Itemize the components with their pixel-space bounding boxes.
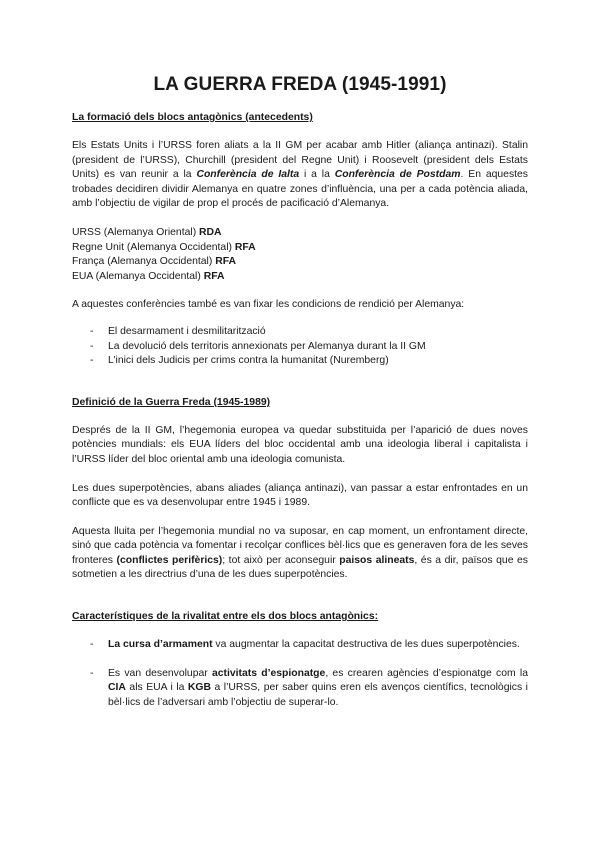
list-item-text: La devolució dels territoris annexionats per Alemanya durant la II GM xyxy=(108,340,426,352)
text-run: i a la xyxy=(299,169,335,181)
section-definicio xyxy=(72,396,528,583)
text-run: als EUA i la xyxy=(125,682,188,694)
list-item xyxy=(72,270,528,285)
bold-italic-term: Conferència de Ialta xyxy=(196,169,300,181)
zone-country: URSS (Alemanya Oriental) xyxy=(72,226,197,238)
text-run: Aquesta lluita per l’hegemonia mundial no va suposar, en cap moment, un enfrontament directe, sinó que cada potència va fomentar i recolçar conflices bèl·lics que es generaven fora de les seves fronteres xyxy=(72,525,528,566)
text-run: Es van desenvolupar xyxy=(108,667,212,679)
text-run: , es crearen agències d’espionatge com la xyxy=(325,667,528,679)
list-item xyxy=(72,241,528,256)
list-item xyxy=(72,340,528,355)
list-item xyxy=(72,325,528,340)
zones-list xyxy=(72,226,528,284)
section-heading: Definició de la Guerra Freda (1945-1989) xyxy=(72,396,271,408)
dash-bullet: - xyxy=(90,355,94,367)
bold-term: activitats d’espionatge xyxy=(211,667,326,679)
paragraph: A aquestes conferències també es van fixar les condicions de rendició per Alemanya: xyxy=(72,299,465,311)
list-item xyxy=(72,354,528,369)
zone-country: Regne Unit (Alemanya Occidental) xyxy=(72,241,232,253)
bold-term: La cursa d’armament xyxy=(108,639,213,651)
bold-italic-term: Conferència de Postdam xyxy=(334,169,461,181)
bold-term: (conflictes perifèrics) xyxy=(116,554,223,566)
bold-term: paisos alineats xyxy=(339,554,415,566)
zone-code: RFA xyxy=(203,270,225,282)
zone-country: França (Alemanya Occidental) xyxy=(72,256,213,268)
conditions-list xyxy=(72,325,528,369)
zone-code: RFA xyxy=(234,241,256,253)
bold-term: KGB xyxy=(187,682,212,694)
list-item xyxy=(72,226,528,241)
text-run: a l’URSS, per saber quins eren els avenços científics, tecnològics i bèl·lics de l’adversari amb l’objectiu de superar-lo. xyxy=(108,682,528,708)
zone-country: EUA (Alemanya Occidental) xyxy=(72,270,201,282)
list-item xyxy=(72,255,528,270)
section-heading: Característiques de la rivalitat entre els dos blocs antagònics: xyxy=(72,611,379,623)
paragraph: Després de la II GM, l’hegemonia europea va quedar substituida per l’aparició de dues noves potències mundials: els EUA líders del bloc occidental amb una ideologia liberal i capitalista i l’URSS líder del bloc oriental amb una ideologia comunista. xyxy=(72,424,528,465)
text-run: va augmentar la capacitat destructiva de les dues superpotències. xyxy=(212,639,520,651)
text-run: . En aquestes trobades decidiren dividir Alemanya en quatre zones d’influència, una per a cada potència aliada, amb l’objectiu de vigilar de prop el procés de pacificació d’Alemanya. xyxy=(72,169,528,210)
dash-bullet: - xyxy=(90,325,94,337)
text-run: ; tot això per aconseguir xyxy=(222,554,340,566)
section-caracteristiques xyxy=(72,610,528,710)
section-formacio xyxy=(72,111,528,369)
list-item-text: El desarmament i desmilitarització xyxy=(108,325,266,337)
text-run: Els Estats Units i l’URSS foren aliats a la II GM per acabar amb Hitler (aliança antinazi). Stalin (president de l’URSS), Churchill (president del Regne Unit) i Roosevelt (president dels Estats Units) es van reunir a la xyxy=(72,140,528,181)
zone-code: RFA xyxy=(215,256,237,268)
list-item xyxy=(72,638,528,653)
text-run: , és a dir, països que es sotmetien a les directrius d’una de les dues superpotències. xyxy=(72,554,528,581)
paragraph xyxy=(72,139,528,212)
list-item xyxy=(72,667,528,711)
zone-code: RDA xyxy=(199,226,222,238)
characteristics-list xyxy=(72,638,528,710)
section-heading: La formació dels blocs antagònics (antecedents) xyxy=(72,112,313,123)
paragraph: Les dues superpotències, abans aliades (aliança antinazi), van passar a estar enfrontades en un conflicte que es va desenvolupar entre 1945 i 1989. xyxy=(72,482,528,509)
bold-term: CIA xyxy=(108,682,126,694)
paragraph xyxy=(72,525,528,583)
dash-bullet: - xyxy=(90,340,94,352)
dash-bullet: - xyxy=(90,639,94,651)
dash-bullet: - xyxy=(90,667,94,679)
document-title: LA GUERRA FREDA (1945-1991) xyxy=(153,74,447,95)
list-item-text: L’inici dels Judicis per crims contra la humanitat (Nuremberg) xyxy=(108,355,389,367)
